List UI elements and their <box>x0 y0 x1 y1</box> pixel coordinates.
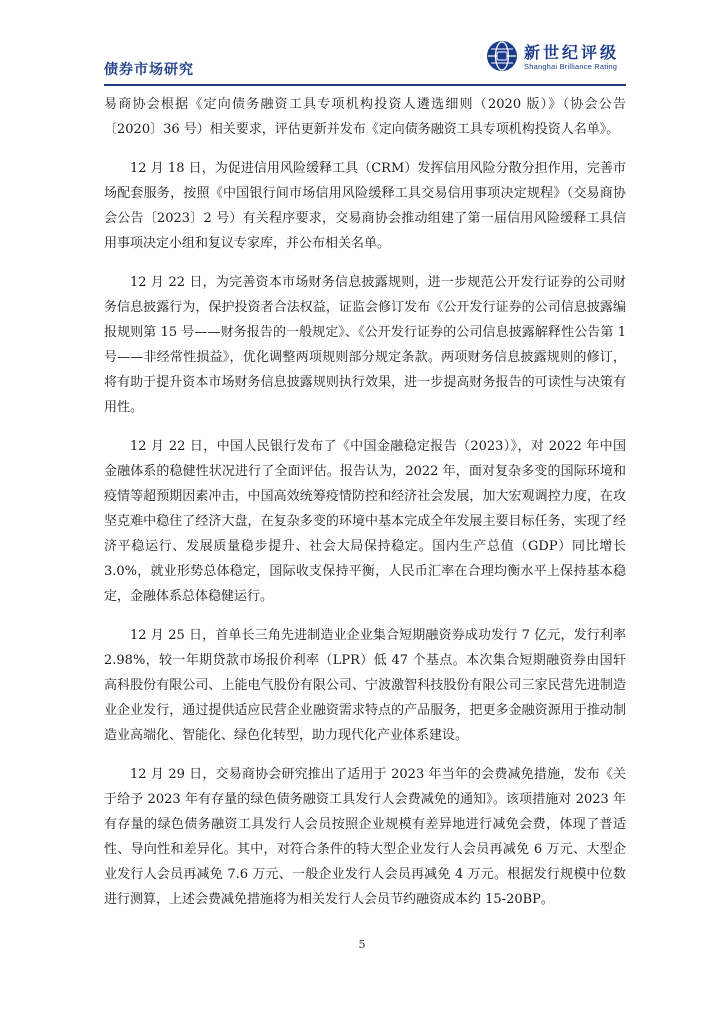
paragraph-short-term-notes: 12 月 25 日，首单长三角先进制造业企业集合短期融资券成功发行 7 亿元，发行利率 2.98%，较一年期贷款市场报价利率（LPR）低 47 个基点。本次集合短期融资券由国轩高科股份有限公司、上能电气股份有限公司、宁波激智科技股份有限公司三家民营先进制造业企业发行，通过提供适应民营企业融资需求特点的产品服务，把更多金融资源用于推动制造业高端化、智能化、绿色化转型，助力现代化产业体系建设。 <box>104 628 626 743</box>
journal-title: 债券市场研究 <box>104 62 194 78</box>
globe-emblem-icon <box>486 40 518 72</box>
page-number: 5 <box>358 938 366 951</box>
paragraph-continued: 易商协会根据《定向债务融资工具专项机构投资人遴选细则（2020 版）》（协会公告〔2020〕36 号）相关要求，评估更新并发布《定向债务融资工具专项机构投资人名单》。 <box>104 97 626 137</box>
article-body <box>104 92 626 926</box>
page-header <box>104 36 626 84</box>
brand-logo <box>486 40 626 76</box>
logo-english-name: Shanghai Brilliance Rating <box>524 62 618 71</box>
header-divider <box>104 84 626 86</box>
paragraph-fee-reduction: 12 月 29 日，交易商协会研究推出了适用于 2023 年当年的会费减免措施，发布《关于给予 2023 年有存量的绿色债务融资工具发行人会费减免的通知》。该项措施对 2023 年有存量的绿色债务融资工具发行人会员按照企业规模有差异地进行减免会费，体现了普适性、导向性和差异化。其中，对符合条件的特大型企业发行人会员再减免 6 万元、大型企业发行人会员再减免 7.6 万元、一般企业发行人会员再减免 4 万元。根据发行规模中位数进行测算，上述会费减免措施将为相关发行人会员节约融资成本约 15-20BP。 <box>104 767 626 907</box>
paragraph-financial-stability: 12 月 22 日，中国人民银行发布了《中国金融稳定报告（2023）》，对 2022 年中国金融体系的稳健性状况进行了全面评估。报告认为，2022 年，面对复杂多变的国际环境和疫情等超预期因素冲击，中国高效统筹疫情防控和经济社会发展，加大宏观调控力度，在攻坚克难中稳住了经济大盘，在复杂多变的环境中基本完成全年发展主要目标任务，实现了经济平稳运行、发展质量稳步提升、社会大局保持稳定。国内生产总值（GDP）同比增长 3.0%，就业形势总体稳定，国际收支保持平衡，人民币汇率在合理均衡水平上保持基本稳定，金融体系总体稳健运行。 <box>104 439 626 604</box>
paragraph-disclosure-rules: 12 月 22 日，为完善资本市场财务信息披露规则，进一步规范公开发行证券的公司财务信息披露行为，保护投资者合法权益，证监会修订发布《公开发行证券的公司信息披露编报规则第 15 号——财务报告的一般规定》、《公开发行证券的公司信息披露解释性公告第 1 号——非经常性损益》，优化调整两项规则部分规定条款。两项财务信息披露规则的修订，将有助于提升资本市场财务信息披露规则执行效果，进一步提高财务报告的可读性与决策有用性。 <box>104 275 626 415</box>
logo-chinese-name: 新世纪评级 <box>524 43 620 62</box>
paragraph-crm: 12 月 18 日，为促进信用风险缓释工具（CRM）发挥信用风险分散分担作用，完善市场配套服务，按照《中国银行间市场信用风险缓释工具交易信用事项决定规程》（交易商协会公告〔2023〕2 号）有关程序要求，交易商协会推动组建了第一届信用风险缓释工具信用事项决定小组和复议专家库，并公布相关名单。 <box>104 161 626 251</box>
